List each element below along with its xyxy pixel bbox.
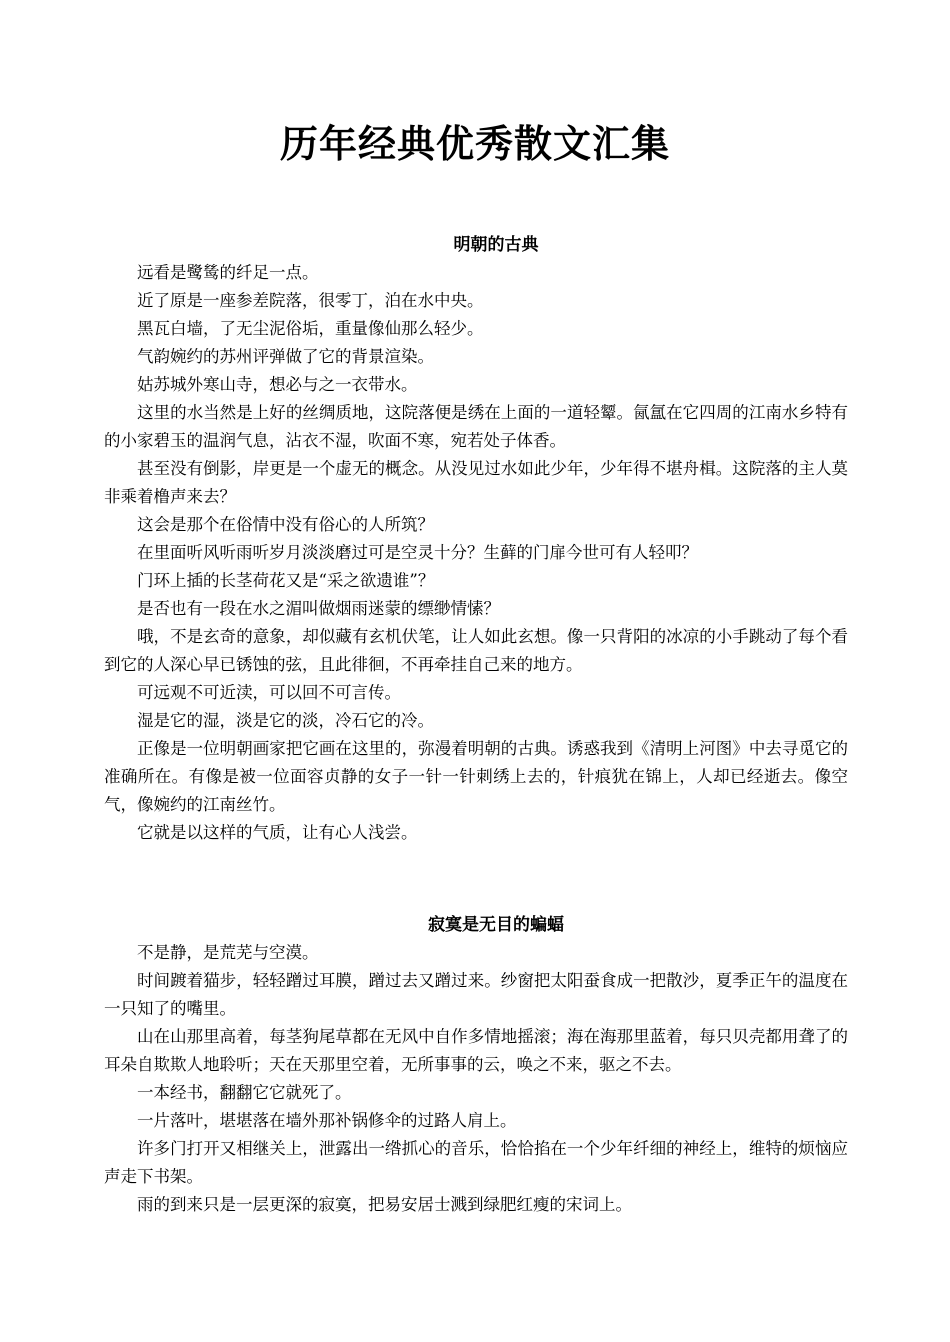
paragraph: 在里面听风听雨听岁月淡淡磨过可是空灵十分？生藓的门扉今世可有人轻叩？ — [137, 543, 698, 562]
paragraph: 可远观不可近渎，可以回不可言传。 — [137, 683, 401, 702]
paragraph: 姑苏城外寒山寺，想必与之一衣带水。 — [137, 375, 418, 394]
paragraph: 气韵婉约的苏州评弹做了它的背景渲染。 — [137, 347, 434, 366]
paragraph: 湿是它的湿，淡是它的淡，冷石它的冷。 — [137, 711, 434, 730]
article-title: 明朝的古典 — [453, 235, 539, 255]
paragraph: 一本经书，翻翻它它就死了。 — [137, 1083, 352, 1102]
paragraph: 黑瓦白墙，了无尘泥俗垢，重量像仙那么轻少。 — [137, 319, 484, 338]
paragraph: 近了原是一座参差院落，很零丁，泊在水中央。 — [137, 291, 484, 310]
paragraph: 这里的水当然是上好的丝绸质地，这院落便是绣在上面的一道轻颦。氤氲在它四周的江南水乡特有的小家碧玉的温润气息，沾衣不湿，吹面不寒，宛若处子体香。 — [104, 403, 848, 450]
article-ming-dynasty-classic — [104, 231, 848, 847]
paragraph: 一片落叶，堪堪落在墙外那补锅修伞的过路人肩上。 — [137, 1111, 517, 1130]
article-title: 寂寞是无目的蝙蝠 — [428, 915, 564, 935]
paragraph: 门环上插的长茎荷花又是“采之欲遗谁”？ — [137, 571, 435, 590]
paragraph: 雨的到来只是一层更深的寂寞，把易安居士溅到绿肥红瘦的宋词上。 — [137, 1195, 632, 1214]
paragraph: 正像是一位明朝画家把它画在这里的，弥漫着明朝的古典。诱惑我到《清明上河图》中去寻觅它的准确所在。有像是被一位面容贞静的女子一针一针刺绣上去的，针痕犹在锦上，人却已经逝去。像空气，像婉约的江南丝竹。 — [104, 739, 848, 814]
paragraph: 这会是那个在俗情中没有俗心的人所筑？ — [137, 515, 434, 534]
paragraph: 时间踱着猫步，轻轻蹭过耳膜，蹭过去又蹭过来。纱窗把太阳蚕食成一把散沙，夏季正午的温度在一只知了的嘴里。 — [104, 971, 848, 1018]
paragraph: 远看是鹭鸶的纤足一点。 — [137, 263, 319, 282]
paragraph: 是否也有一段在水之湄叫做烟雨迷蒙的缥缈情愫？ — [137, 599, 500, 618]
paragraph: 哦，不是玄奇的意象，却似藏有玄机伏笔，让人如此玄想。像一只背阳的冰凉的小手跳动了每个看到它的人深心早已锈蚀的弦，且此徘徊，不再牵挂自己来的地方。 — [104, 627, 848, 674]
paragraph: 甚至没有倒影，岸更是一个虚无的概念。从没见过水如此少年，少年得不堪舟楫。这院落的主人莫非乘着橹声来去？ — [104, 459, 848, 506]
paragraph: 它就是以这样的气质，让有心人浅尝。 — [137, 823, 418, 842]
paragraph: 山在山那里高着，每茎狗尾草都在无风中自作多情地摇滚；海在海那里蓝着，每只贝壳都用聋了的耳朵自欺欺人地聆听；天在天那里空着，无所事事的云，唤之不来，驱之不去。 — [104, 1027, 848, 1074]
article-loneliness-bat — [104, 911, 848, 1219]
paragraph: 不是静，是荒芜与空漠。 — [137, 943, 319, 962]
document-title: 历年经典优秀散文汇集 — [279, 121, 670, 166]
paragraph: 许多门打开又相继关上，泄露出一绺抓心的音乐，恰恰掐在一个少年纤细的神经上，维特的烦恼应声走下书架。 — [104, 1139, 848, 1186]
